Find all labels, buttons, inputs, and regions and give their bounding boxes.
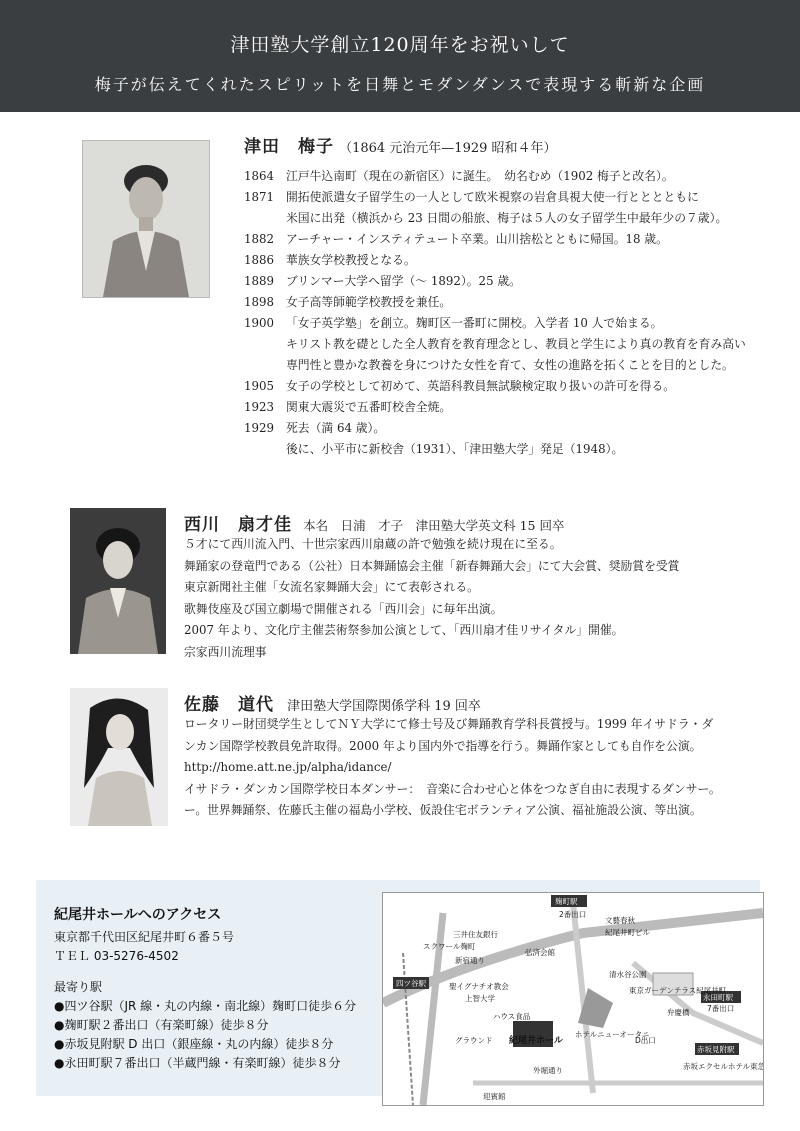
timeline-year: 1900 <box>244 316 275 330</box>
map-sotobori: 外堀通り <box>533 1066 563 1075</box>
timeline-row <box>244 376 764 397</box>
nishikawa-note: 本名 日浦 才子 津田塾大学英文科 15 回卒 <box>303 518 565 533</box>
sato-note: 津田塾大学国際関係学科 19 回卒 <box>287 699 481 714</box>
timeline-row <box>244 334 764 355</box>
timeline-row <box>244 250 764 271</box>
timeline-row <box>244 292 764 313</box>
map-kioicho-bldg: 紀尾井町ビル <box>605 928 650 937</box>
map-akasaka-sta: 赤坂見附駅 <box>697 1045 735 1054</box>
nishikawa-name-line <box>184 510 564 535</box>
access-info <box>54 904 356 1073</box>
timeline-text: 女子高等師範学校教授を兼任。 <box>286 295 452 309</box>
header-banner <box>0 0 800 112</box>
nishikawa-bio-line: 東京新聞社主催「女流名家舞踊大会」にて表彰される。 <box>184 580 479 594</box>
timeline-row <box>244 418 764 439</box>
map-sanmaru: 三井住友銀行 <box>453 930 498 939</box>
sato-name-line <box>184 690 481 715</box>
timeline-year: 1905 <box>244 379 275 393</box>
map-house: ハウス食品 <box>493 1012 531 1021</box>
timeline-year <box>244 355 286 376</box>
timeline-year: 1929 <box>244 421 275 435</box>
timeline-text: 関東大震災で五番町校舎全焼。 <box>286 400 452 414</box>
access-address: 東京都千代田区紀尾井町６番５号 <box>54 930 235 944</box>
map-garden-terrace: 東京ガーデンテラス紀尾井町 <box>629 986 727 995</box>
map-benkei: 弁慶橋 <box>667 1008 690 1017</box>
tsuda-name-line <box>244 132 557 157</box>
nishikawa-bio <box>184 534 679 663</box>
map-exit2: 2番出口 <box>559 910 587 919</box>
sato-bio-line: ロータリー財団奨学生としてＮＹ大学にて修士号及び舞踊教育学科長賞授与。1999 年イサドラ・ダ <box>184 717 714 731</box>
station-item: ●麹町駅２番出口（有楽町線）徒歩８分 <box>54 1018 269 1032</box>
timeline-year: 1889 <box>244 274 275 288</box>
access-title: 紀尾井ホールへのアクセス <box>54 907 222 923</box>
tsuda-dates: （1864 元治元年—1929 昭和４年） <box>339 141 557 156</box>
header-subtitle: 梅子が伝えてくれたスピリットを日舞とモダンダンスで表現する斬新な企画 <box>94 75 706 94</box>
map-kojimachi-sta: 麹町駅 <box>555 897 578 906</box>
stations-label: 最寄り駅 <box>54 980 103 994</box>
nishikawa-bio-line: 宗家西川流理事 <box>184 644 267 659</box>
timeline-text: 「女子英学塾」を創立。麹町区一番町に開校。入学者 10 人で始まる。 <box>286 316 663 330</box>
timeline-text: 専門性と豊かな教養を身につけた女性を育て、女性の進路を拓くことを目的とした。 <box>286 358 734 372</box>
timeline-text: アーチャー・インスティテュート卒業。山川捨松とともに帰国。18 歳。 <box>286 232 668 246</box>
timeline-row <box>244 187 764 208</box>
tsuda-name: 津田 梅子 <box>244 137 334 157</box>
timeline-text: ブリンマー大学へ留学（〜 1892）。25 歳。 <box>286 274 521 288</box>
map-kioi-hall: 紀尾井ホール <box>509 1036 563 1046</box>
timeline-year <box>244 334 286 355</box>
timeline-text: キリスト教を礎とした全人教育を教育理念とし、教員と学生により真の教育を育み高い <box>286 337 746 351</box>
map-d-exit: D出口 <box>635 1036 656 1045</box>
timeline-row <box>244 271 764 292</box>
map-ground: グラウンド <box>455 1036 493 1045</box>
timeline-year <box>244 208 286 229</box>
timeline-row <box>244 397 764 418</box>
sato-bio-line: ンカン国際学校教員免許取得。2000 年より国内外で指導を行う。舞踊作家としても自作を公演。 <box>184 738 702 753</box>
timeline-year: 1886 <box>244 253 275 267</box>
timeline-row <box>244 439 764 460</box>
timeline-year: 1923 <box>244 400 275 414</box>
timeline-row <box>244 313 764 334</box>
station-item: ●永田町駅７番出口（半蔵門線・有楽町線）徒歩８分 <box>54 1056 341 1070</box>
timeline-text: 米国に出発（横浜から 23 日間の船旅、梅子は５人の女子留学生中最年少の７歳）。 <box>286 211 728 225</box>
map-shimizudani: 清水谷公園 <box>609 970 647 979</box>
sato-bio <box>184 714 721 822</box>
access-tel: ＴＥＬ 03-5276-4502 <box>54 949 179 963</box>
sato-portrait <box>70 688 168 826</box>
sato-bio-line: イサドラ・ダンカン国際学校日本ダンサー： 音楽に合わせ心と体をつなぎ自由に表現するダンサー。 <box>184 781 721 796</box>
map-excel: 赤坂エクセルホテル東急 <box>683 1062 763 1071</box>
map-hotel: ホテルニューオータニ <box>575 1030 650 1039</box>
map-sophia: 上智大学 <box>465 994 495 1003</box>
map-nagatacho-sta: 永田町駅 <box>703 993 733 1002</box>
timeline-year: 1882 <box>244 232 275 246</box>
nishikawa-bio-line: 舞踊家の登竜門である（公社）日本舞踊協会主催「新春舞踊大会」にて大会賞、奨励賞を受賞 <box>184 558 680 573</box>
station-item: ●赤坂見附駅 D 出口（銀座線・丸の内線）徒歩８分 <box>54 1037 334 1051</box>
nishikawa-bio-line: ５才にて西川流入門、十世宗家西川扇蔵の許で勉強を続け現在に至る。 <box>184 537 562 551</box>
map-scrum: スクワール麹町 <box>423 942 476 951</box>
map-shinjuku-dori: 新宿通り <box>455 956 485 965</box>
timeline-text: 後に、小平市に新校舎（1931）、「津田塾大学」発足（1948）。 <box>286 442 624 456</box>
map-geihinkan: 迎賓館 <box>483 1092 506 1101</box>
timeline-text: 女子の学校として初めて、英語科教員無試験検定取り扱いの許可を得る。 <box>286 379 676 393</box>
tsuda-portrait <box>82 140 210 298</box>
sato-name: 佐藤 道代 <box>184 695 274 715</box>
timeline-row <box>244 229 764 250</box>
timeline-row <box>244 208 764 229</box>
timeline-text: 開拓使派遣女子留学生の一人として欧米視察の岩倉具視大使一行とととともに <box>286 190 699 204</box>
timeline-year <box>244 439 286 460</box>
timeline-year: 1864 <box>244 169 275 183</box>
map-exit7: 7番出口 <box>707 1004 735 1013</box>
tsuda-timeline <box>244 166 764 460</box>
map-ignatius: 聖イグナチオ教会 <box>449 982 509 991</box>
nishikawa-bio-line: 2007 年より、文化庁主催芸術祭参加公演として、「西川扇才佳リサイタル」開催。 <box>184 623 624 637</box>
nishikawa-portrait <box>70 508 166 654</box>
timeline-text: 華族女学校教授となる。 <box>286 253 416 267</box>
map-yotsuya-sta: 四ツ谷駅 <box>396 979 426 988</box>
timeline-year: 1898 <box>244 295 275 309</box>
timeline-year: 1871 <box>244 190 275 204</box>
timeline-text: 江戸牛込南町（現在の新宿区）に誕生。 幼名むめ（1902 梅子と改名）。 <box>286 169 674 183</box>
access-map <box>382 892 764 1106</box>
sato-bio-line: ー。世界舞踊祭、佐藤氏主催の福島小学校、仮設住宅ボランティア公演、福祉施設公演、等出演。 <box>184 803 702 817</box>
map-kouun: 弘済会館 <box>525 948 555 957</box>
header-title: 津田塾大学創立120周年をお祝いして <box>230 34 570 56</box>
nishikawa-bio-line: 歌舞伎座及び国立劇場で開催される「西川会」に毎年出演。 <box>184 601 503 616</box>
station-item: ●四ツ谷駅（JR 線・丸の内線・南北線）麹町口徒歩６分 <box>54 999 357 1013</box>
timeline-text: 死去（満 64 歳）。 <box>286 421 386 435</box>
nishikawa-name: 西川 扇才佳 <box>184 515 292 535</box>
sato-url[interactable]: http://home.att.ne.jp/alpha/idance/ <box>184 760 392 774</box>
timeline-row <box>244 166 764 187</box>
timeline-row <box>244 355 764 376</box>
map-bunkyo: 文藝春秋 <box>605 916 635 925</box>
